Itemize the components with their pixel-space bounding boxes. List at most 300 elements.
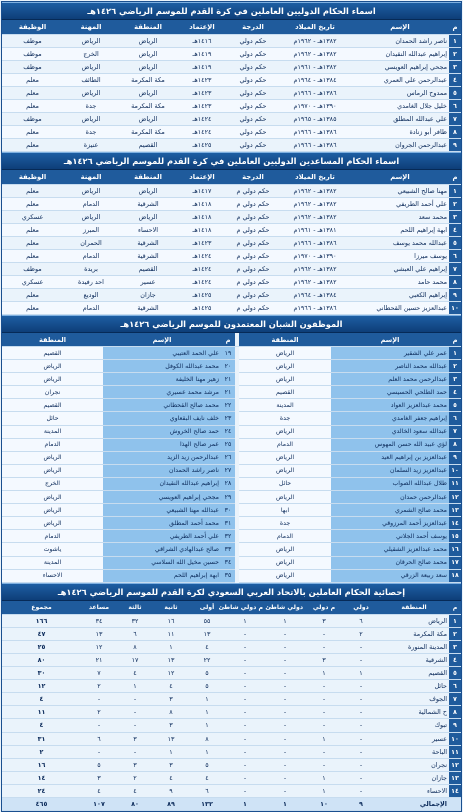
table-cell: الاحساء <box>119 224 177 237</box>
table-cell: - <box>343 745 379 758</box>
table-cell: ٥ <box>449 237 461 250</box>
column-header: الإعتماد <box>177 20 227 35</box>
table-cell: ١٣٨٤هـ - ١٩٦٤م <box>279 74 351 87</box>
table-cell: ١٤٢٤هـ <box>177 113 227 126</box>
table-cell: ٢٥ <box>221 438 235 451</box>
table-cell: ١٣٨٢هـ - ١٩٦٢م <box>279 48 351 61</box>
table-cell: ٣ <box>305 614 343 627</box>
table-cell: ٥ <box>189 680 225 693</box>
table-cell: الرياض <box>63 113 119 126</box>
table-row <box>2 198 461 211</box>
table-cell: ١٤١٩هـ <box>177 48 227 61</box>
table-cell: حكم دولي م <box>227 263 279 276</box>
table-cell: ٩ <box>449 139 461 152</box>
table-row <box>2 74 461 87</box>
column-header: الإسم <box>351 170 449 185</box>
table-cell: ٤ <box>153 680 189 693</box>
table-cell: - <box>225 653 265 666</box>
table-cell: - <box>343 693 379 706</box>
table-cell: ٢ <box>117 771 153 784</box>
table-cell: الرياض <box>239 464 331 477</box>
table-cell: الشرقية <box>119 250 177 263</box>
table-cell: ٣١ <box>2 732 81 745</box>
table-cell: ٣ <box>117 758 153 771</box>
table-cell: ٣٠ <box>2 667 81 680</box>
table-cell: ١٤٢٤هـ <box>177 250 227 263</box>
table-cell: الاحساء <box>2 569 103 582</box>
table-cell: الدمام <box>239 438 331 451</box>
table-cell: عبدالرحمن حمدان <box>331 491 449 504</box>
table-cell: - <box>343 771 379 784</box>
table-cell: ٣١ <box>221 517 235 530</box>
table-cell: ١ <box>449 35 461 48</box>
table-cell: ١٣٨٢هـ - ١٩٦٢م <box>279 276 351 289</box>
column-header: تاريخ الميلاد <box>279 170 351 185</box>
table-cell: ٨٩ <box>153 798 189 811</box>
table-cell: ١ <box>305 771 343 784</box>
table-cell: ٦ <box>81 732 117 745</box>
column-header: مجموع <box>2 601 81 615</box>
table-cell: ١٣ <box>449 504 461 517</box>
table-cell: معلم <box>2 126 63 139</box>
table-cell: الرياض <box>2 464 103 477</box>
table-cell: ٨ <box>153 706 189 719</box>
table-cell: - <box>225 640 265 653</box>
table-cell: ١٢ <box>449 758 461 771</box>
table-cell: القصيم <box>119 139 177 152</box>
table-row <box>2 360 461 373</box>
column-gap <box>235 556 239 569</box>
table-row <box>2 237 461 250</box>
table-cell: الرياض <box>239 347 331 360</box>
section4-title: إحصائية الحكام العاملين بالاتحاد العربي السعودي لكرة القدم للموسم الرياضي ١٤٢٦هـ <box>2 583 461 601</box>
table-cell: ٣ <box>153 693 189 706</box>
table-cell: ٣ <box>153 719 189 732</box>
table-cell: محمد عبدالعزيز الشقيلي <box>331 543 449 556</box>
table-cell: ١ <box>305 784 343 797</box>
table-cell: - <box>225 680 265 693</box>
table-cell: ١ <box>449 347 461 360</box>
table-cell: - <box>305 693 343 706</box>
table-cell: ١٢ <box>2 680 81 693</box>
table-cell: الرياض <box>379 614 449 627</box>
table-cell: ١٧ <box>449 556 461 569</box>
table-cell: محمد صالح الشمري <box>331 504 449 517</box>
table-cell: الرياض <box>239 491 331 504</box>
table-cell: الوديع <box>63 289 119 302</box>
table-cell: ١٤٢٤هـ <box>177 126 227 139</box>
table-cell: - <box>225 627 265 640</box>
column-header: المنطقة <box>119 20 177 35</box>
table-cell: ١٣٨٢هـ - ١٩٦٢م <box>279 35 351 48</box>
table-cell: - <box>225 693 265 706</box>
table-header <box>2 20 461 35</box>
table-cell: ٢٦ <box>221 451 235 464</box>
table-cell: ٢ <box>449 198 461 211</box>
table-row <box>2 386 461 399</box>
table-cell: - <box>305 745 343 758</box>
table-cell: الدمام <box>63 250 119 263</box>
table-cell: ١ <box>225 614 265 627</box>
table-cell: ٤ <box>117 784 153 797</box>
table-cell: الدمام <box>63 302 119 315</box>
table-cell: موظف <box>2 61 63 74</box>
table-cell: حكم دولي م <box>227 237 279 250</box>
table-row <box>2 784 461 797</box>
table-cell: ٨٠ <box>117 798 153 811</box>
table-cell <box>449 798 461 811</box>
column-header: المهنة <box>63 170 119 185</box>
table-row <box>2 464 461 477</box>
column-header: م <box>221 333 235 347</box>
table-cell: معلم <box>2 87 63 100</box>
table-cell: القصيم <box>379 667 449 680</box>
table-cell: الرياض <box>239 360 331 373</box>
table-cell: ٢٨ <box>221 477 235 490</box>
table-cell: ٤٦٥ <box>2 798 81 811</box>
table-cell: ياشوت <box>2 543 103 556</box>
table-cell: ٦ <box>189 784 225 797</box>
table-cell: ٦ <box>449 680 461 693</box>
column-header: دولي شاطئ <box>265 601 305 615</box>
column-gap <box>235 333 239 347</box>
table-cell: - <box>225 732 265 745</box>
table-cell: الطائف <box>63 74 119 87</box>
table-cell: ١ <box>305 732 343 745</box>
table-cell: - <box>305 640 343 653</box>
column-header: دولي <box>343 601 379 615</box>
table-cell: معلم <box>2 100 63 113</box>
column-gap <box>235 504 239 517</box>
table-cell: ١٣٢ <box>189 798 225 811</box>
table-cell: مكة المكرمة <box>379 627 449 640</box>
table-row <box>2 87 461 100</box>
table-cell: ١٤١٧هـ <box>177 185 227 198</box>
table-cell: - <box>265 732 305 745</box>
table-cell: ممدوح الرماس <box>351 87 449 100</box>
column-header: م <box>449 601 461 615</box>
table-cell: ١ <box>225 798 265 811</box>
table-row <box>2 667 461 680</box>
column-gap <box>235 399 239 412</box>
table-cell: ١٣٨٢هـ - ١٩٦٢م <box>279 211 351 224</box>
table-cell: حكم دولي م <box>227 224 279 237</box>
table-cell: يوسف أحمد الجلاني <box>331 530 449 543</box>
table-cell: - <box>81 719 117 732</box>
table-cell: - <box>225 745 265 758</box>
table-cell: القصيم <box>2 399 103 412</box>
table-cell: ٢٤ <box>221 425 235 438</box>
table-cell: ٩ <box>449 289 461 302</box>
table-row <box>2 491 461 504</box>
column-header: المنطقة <box>2 333 103 347</box>
table-cell: الرياض <box>63 211 119 224</box>
table-cell: الرياض <box>119 87 177 100</box>
table-cell: ١٣٨١هـ - ١٩٦١م <box>279 224 351 237</box>
column-gap <box>235 491 239 504</box>
table-cell: القصيم <box>119 263 177 276</box>
table-cell: ١٣٨٦هـ - ١٩٦٦م <box>279 237 351 250</box>
table-cell: ٣٤ <box>221 556 235 569</box>
table-cell: - <box>265 784 305 797</box>
table-cell: ١٤١٨هـ <box>177 224 227 237</box>
table-cell: حكم دولي <box>227 35 279 48</box>
table-cell: ٣ <box>81 771 117 784</box>
table-cell: بريدة <box>63 263 119 276</box>
column-header: الإسم <box>103 333 221 347</box>
table-cell: لؤي عبيد الله حسن المهوس <box>331 438 449 451</box>
table-cell: ١٠ <box>449 464 461 477</box>
table-cell: احد رفيدة <box>63 276 119 289</box>
table-cell: ١٦٦ <box>2 614 81 627</box>
table-cell: جدة <box>63 100 119 113</box>
table-cell: الرياض <box>119 61 177 74</box>
table-row <box>2 627 461 640</box>
table-cell: - <box>81 693 117 706</box>
table-row <box>2 185 461 198</box>
table-row <box>2 758 461 771</box>
column-gap <box>235 477 239 490</box>
table-cell: حكم دولي <box>227 100 279 113</box>
table-cell: الخرج <box>2 477 103 490</box>
table-cell: ١٨ <box>449 569 461 582</box>
table-cell: ٦ <box>117 627 153 640</box>
column-header: الإسم <box>351 20 449 35</box>
column-header: الدرجة <box>227 20 279 35</box>
table-row <box>2 771 461 784</box>
table-cell: موظف <box>2 263 63 276</box>
table-cell: ٢٢ <box>189 653 225 666</box>
table-cell: عبدالرحمن الجروان <box>351 139 449 152</box>
table-cell: ٦ <box>449 100 461 113</box>
table-cell: ٤ <box>449 386 461 399</box>
table-cell: ٤ <box>2 693 81 706</box>
table-cell: الشرقية <box>119 198 177 211</box>
table-cell: ١٦ <box>153 614 189 627</box>
table-cell: الرياض <box>2 504 103 517</box>
table-cell: معلم <box>2 198 63 211</box>
section1-title: اسماء الحكام الدوليين العاملين في كرة القدم للموسم الرياضي ١٤٢٦هـ <box>2 2 461 20</box>
column-header: م دولي شاطئ <box>225 601 265 615</box>
table-cell: ٨ <box>117 640 153 653</box>
column-header: ثانية <box>153 601 189 615</box>
table-cell: ٢ <box>449 627 461 640</box>
table-cell: ٥ <box>189 667 225 680</box>
table-cell: حكم دولي م <box>227 211 279 224</box>
table-cell: حكم دولي <box>227 126 279 139</box>
table-cell: ٥ <box>449 87 461 100</box>
table-row <box>2 543 461 556</box>
column-header: الوظيفة <box>2 20 63 35</box>
column-header: الإعتماد <box>177 170 227 185</box>
table-cell: - <box>265 640 305 653</box>
table-cell: الرياض <box>2 373 103 386</box>
table-cell: - <box>117 745 153 758</box>
column-header: الوظيفة <box>2 170 63 185</box>
table-cell: ١٤١٦هـ <box>177 35 227 48</box>
table-cell: إبراهيم علي العبشي <box>351 263 449 276</box>
table-cell: عبدالله مهنا الشبيعي <box>103 504 221 517</box>
table-cell: ٦ <box>449 250 461 263</box>
table-cell: - <box>343 732 379 745</box>
table-cell: ١٠ <box>449 302 461 315</box>
table-cell: علي أحمد الطريفي <box>351 198 449 211</box>
table-cell: حائل <box>379 680 449 693</box>
table-cell: الدمام <box>239 530 331 543</box>
table-cell: موظف <box>2 113 63 126</box>
column-gap <box>235 347 239 360</box>
table-cell: ٤ <box>81 784 117 797</box>
table-cell: ٤ <box>117 667 153 680</box>
table-cell: معلم <box>2 139 63 152</box>
table-cell: ١١ <box>153 627 189 640</box>
table-cell: ٥ <box>81 758 117 771</box>
table-cell: ٤ <box>189 771 225 784</box>
table-cell: ١١ <box>449 745 461 758</box>
table-cell: الخرج <box>63 48 119 61</box>
table-cell: ٧ <box>449 425 461 438</box>
table-cell: - <box>343 706 379 719</box>
table-cell: ٣٥ <box>221 569 235 582</box>
table-cell: - <box>343 719 379 732</box>
table-cell: إبراهيم عبدالله النقيدان <box>103 477 221 490</box>
table-cell: حكم دولي م <box>227 198 279 211</box>
column-gap <box>235 517 239 530</box>
column-header: م <box>449 20 461 35</box>
table-row <box>2 569 461 582</box>
table-cell: ٢١ <box>81 653 117 666</box>
table-cell: حكم دولي م <box>227 289 279 302</box>
table-cell: حكم دولي م <box>227 250 279 263</box>
table-cell: عبدالعزيز حسين القحطاني <box>351 302 449 315</box>
table-cell: الشرقية <box>379 653 449 666</box>
table-cell: مجحي إبراهيم العويسي <box>103 491 221 504</box>
table-cell: ح الشمالية <box>379 706 449 719</box>
table-cell: مرشد محمد عسيري <box>103 386 221 399</box>
table-cell: ٨ <box>449 276 461 289</box>
table-cell: ٥ <box>449 667 461 680</box>
table-cell: الرياض <box>63 35 119 48</box>
table-cell: ٤ <box>449 653 461 666</box>
table-cell: محمد أحمد المطلق <box>103 517 221 530</box>
table-cell: جازان <box>119 289 177 302</box>
table-row <box>2 211 461 224</box>
table-cell: ١٤ <box>449 517 461 530</box>
table-row <box>2 35 461 48</box>
table-cell: نجران <box>2 386 103 399</box>
table-cell: عبدالعزيز أحمد المرزوقي <box>331 517 449 530</box>
table-cell: حكم دولي م <box>227 185 279 198</box>
column-header: المنطقة <box>119 170 177 185</box>
table-cell: الاحساء <box>379 784 449 797</box>
table-row <box>2 399 461 412</box>
table-cell: الرياض <box>119 35 177 48</box>
table-cell: ابها <box>239 504 331 517</box>
table-row <box>2 347 461 360</box>
table-cell: الدمام <box>2 530 103 543</box>
table-cell: حمد الطلحي الحسيسي <box>331 386 449 399</box>
table-cell: مكة المكرمة <box>119 100 177 113</box>
table-cell: سعد ربيعة الزرقي <box>331 569 449 582</box>
international-assistants-table <box>2 170 461 315</box>
table-cell: ٢١ <box>221 373 235 386</box>
table-cell: الرياض <box>63 87 119 100</box>
table-cell: ١ <box>265 614 305 627</box>
column-gap <box>235 543 239 556</box>
table-cell: محمد حامد <box>351 276 449 289</box>
table-cell: ١٤٢٥هـ <box>177 139 227 152</box>
table-cell: ١٤٢٣هـ <box>177 87 227 100</box>
table-row <box>2 614 461 627</box>
column-header: المنطقة <box>379 601 449 615</box>
referees-document <box>1 1 462 812</box>
table-cell: ٥ <box>189 758 225 771</box>
table-cell: ١٣ <box>153 653 189 666</box>
table-row <box>2 451 461 464</box>
table-row <box>2 517 461 530</box>
table-row <box>2 126 461 139</box>
table-cell: معلم <box>2 224 63 237</box>
table-cell: الرياض <box>63 61 119 74</box>
table-row <box>2 504 461 517</box>
table-cell: ٣ <box>449 640 461 653</box>
table-cell: ٨ <box>449 438 461 451</box>
table-cell: ٧ <box>449 113 461 126</box>
table-cell: ١٣ <box>81 627 117 640</box>
table-cell: الرياض <box>239 543 331 556</box>
table-cell: ٣٣ <box>221 543 235 556</box>
table-cell: حكم دولي <box>227 139 279 152</box>
table-cell: إبراهيم عبدالله النقيدان <box>351 48 449 61</box>
table-cell: ١٣٨٢هـ - ١٩٦٢م <box>279 263 351 276</box>
table-cell: - <box>343 653 379 666</box>
table-cell: زهير مهنا الخليفة <box>103 373 221 386</box>
table-cell: معلم <box>2 250 63 263</box>
table-cell: إبراهيم الكعبي <box>351 289 449 302</box>
table-cell: الرياض <box>239 569 331 582</box>
table-cell: مكة المكرمة <box>119 74 177 87</box>
table-cell: ١ <box>449 614 461 627</box>
table-cell: ٣٢ <box>117 614 153 627</box>
table-cell: ٧ <box>81 667 117 680</box>
table-cell: حكم دولي <box>227 113 279 126</box>
table-cell: ٤٧ <box>2 627 81 640</box>
table-cell: الدمام <box>2 438 103 451</box>
table-cell: - <box>81 745 117 758</box>
table-cell: القصيم <box>2 347 103 360</box>
table-cell: حسين مخيل الله السلاسي <box>103 556 221 569</box>
table-row <box>2 706 461 719</box>
table-cell: - <box>265 693 305 706</box>
table-cell: ٢٠ <box>221 360 235 373</box>
table-cell: ١٧ <box>117 653 153 666</box>
table-cell: يوسف ميرزا <box>351 250 449 263</box>
table-cell: - <box>225 758 265 771</box>
table-cell: ٣ <box>449 373 461 386</box>
table-cell: - <box>305 627 343 640</box>
table-cell: ١٥ <box>449 530 461 543</box>
table-cell: ٩ <box>449 451 461 464</box>
table-cell: - <box>343 758 379 771</box>
column-header: الدرجة <box>227 170 279 185</box>
table-cell: محمد صالح الحرقان <box>331 556 449 569</box>
table-row <box>2 48 461 61</box>
table-cell: ٤ <box>2 719 81 732</box>
table-cell: جدة <box>239 412 331 425</box>
table-cell: المدينة <box>2 425 103 438</box>
table-cell: حمد صالح الخروش <box>103 425 221 438</box>
table-row <box>2 719 461 732</box>
